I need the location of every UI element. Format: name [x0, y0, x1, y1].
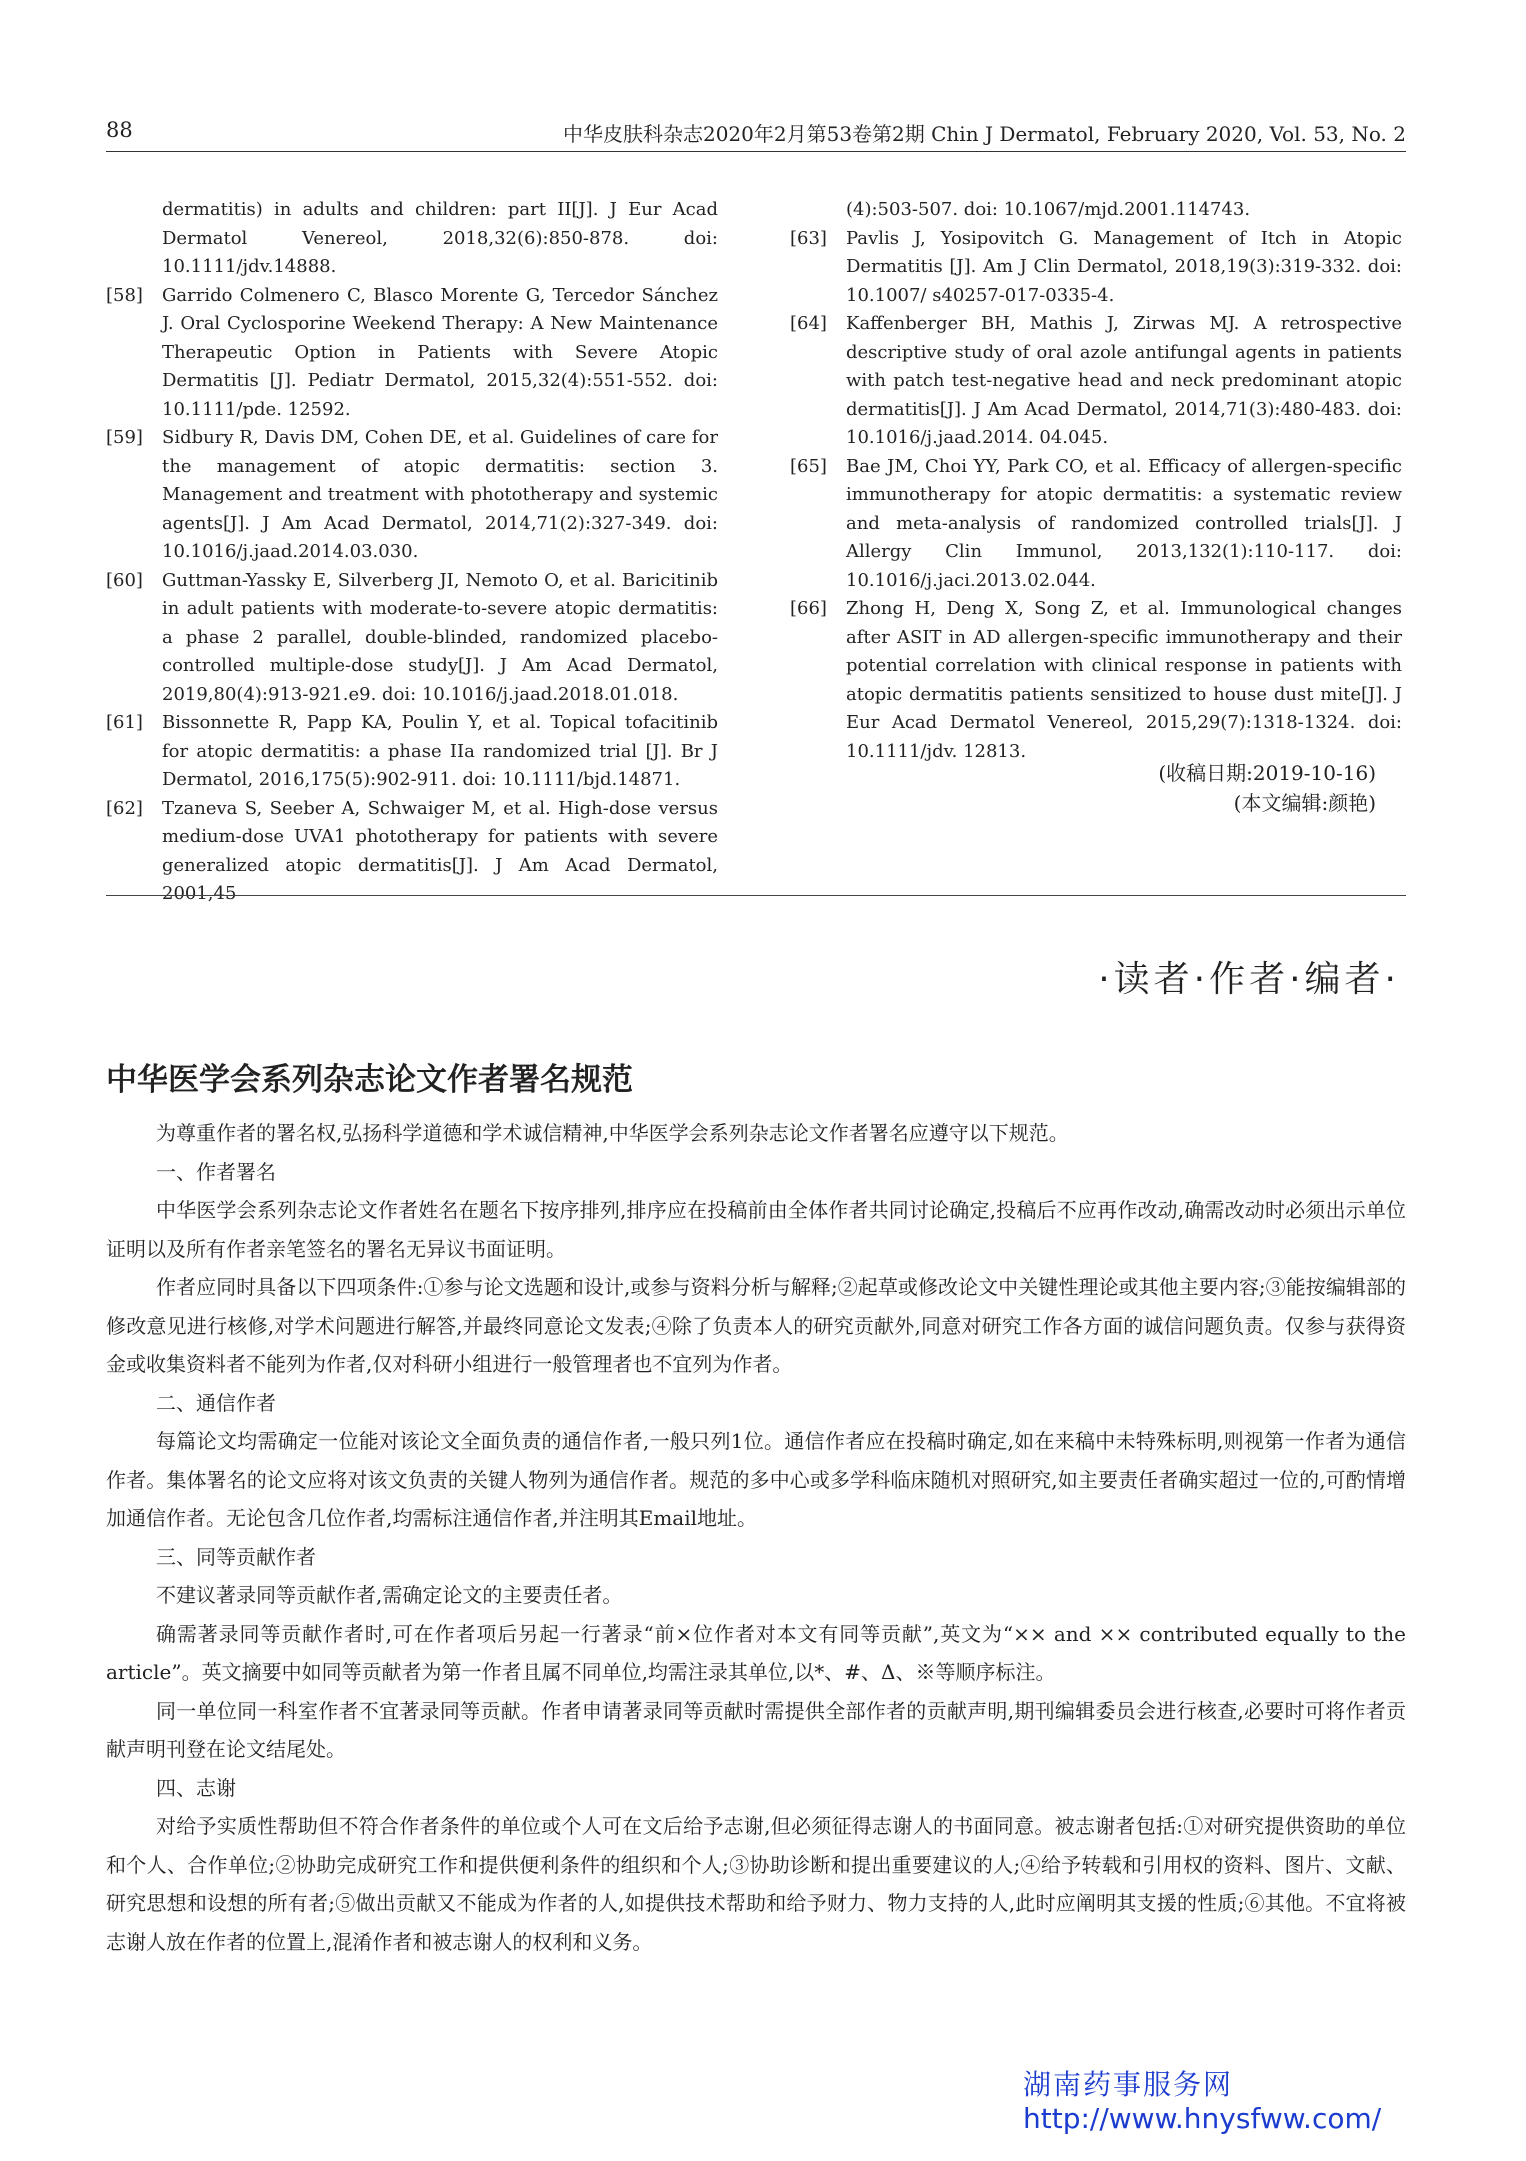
column-tag: ·读者·作者·编者· — [1098, 959, 1400, 1000]
reference-item — [106, 196, 718, 282]
reference-number: [58] — [106, 284, 143, 306]
running-head: 中华皮肤科杂志2020年2月第53卷第2期 Chin J Dermatol, February 2020, Vol. 53, No. 2 — [562, 122, 1406, 146]
reference-item — [106, 424, 718, 567]
reference-number: [64] — [790, 313, 827, 334]
reference-text: Sidbury R, Davis DM, Cohen DE, et al. Guidelines of care for the management of atopic dermatitis: section 3. Management and treatment with phototherapy and systemic agents[J]. J Am Acad Dermatol, 2014,71(2):327-349. doi: 10.1016/j.jaad.2014.03.030. — [162, 427, 718, 562]
reference-text: Zhong H, Deng X, Song Z, et al. Immunological changes after ASIT in AD allergen-specific immunotherapy and their potential correlation with clinical response in patients with atopic dermatitis patients sensitized to house dust mite[J]. J Eur Acad Dermatol Venereol, 2015,29(7):1318-1324. doi: 10.1111/jdv. 12813. — [846, 598, 1402, 762]
editor-credit: (本文编辑:颜艳) — [1233, 791, 1376, 815]
reference-item — [790, 225, 1402, 311]
reference-number: [60] — [106, 569, 143, 591]
reference-number: [62] — [106, 797, 143, 819]
watermark[interactable] — [1023, 2068, 1381, 2136]
body-paragraph: 每篇论文均需确定一位能对该论文全面负责的通信作者,一般只列1位。通信作者应在投稿时确定,如在来稿中未特殊标明,则视第一作者为通信作者。集体署名的论文应将对该文负责的关键人物列为通信作者。规范的多中心或多学科临床随机对照研究,如主要责任者确实超过一位的,可酌情增加通信作者。无论包含几位作者,均需标注通信作者,并注明其Email地址。 — [106, 1429, 1406, 1530]
reference-text: Tzaneva S, Seeber A, Schwaiger M, et al. High-dose versus medium-dose UVA1 phototherapy for patients with severe generalized atopic dermatitis[J]. J Am Acad Dermatol, 2001,45 — [162, 797, 718, 904]
body-paragraph: 不建议著录同等贡献作者,需确定论文的主要责任者。 — [156, 1583, 623, 1607]
reference-number: [61] — [106, 712, 143, 733]
body-paragraph: 确需著录同等贡献作者时,可在作者项后另起一行著录“前×位作者对本文有同等贡献”,英文为“×× and ×× contributed equally to the article”。英文摘要中如同等贡献者为第一作者且属不同单位,均需注录其单位,以*、#、Δ、※等顺序标注。 — [106, 1621, 1406, 1684]
reference-text: Bae JM, Choi YY, Park CO, et al. Efficacy of allergen-specific immunotherapy for atopic dermatitis: a systematic review and meta-analysis of randomized controlled trials[J]. J Allergy Clin Immunol, 2013,132(1):110-117. doi: 10.1016/j.jaci.2013.02.044. — [846, 455, 1402, 591]
reference-number: [59] — [106, 427, 143, 448]
section-heading: 四、志谢 — [156, 1775, 236, 1800]
received-date: (收稿日期:2019-10-16) — [1158, 761, 1376, 785]
reference-text: dermatitis) in adults and children: part II[J]. J Eur Acad Dermatol Venereol, 2018,32(6):850-878. doi: 10.1111/jdv.14888. — [162, 199, 718, 277]
reference-text: (4):503-507. doi: 10.1067/mjd.2001.114743. — [846, 199, 1251, 220]
watermark-site-name: 湖南药事服务网 — [1023, 2068, 1234, 2101]
references-right-column — [790, 196, 1402, 766]
header-rule — [106, 151, 1406, 152]
section-heading: 三、同等贡献作者 — [156, 1544, 316, 1569]
reference-number: [66] — [790, 598, 827, 619]
body-paragraph: 对给予实质性帮助但不符合作者条件的单位或个人可在文后给予志谢,但必须征得志谢人的书面同意。被志谢者包括:①对研究提供资助的单位和个人、合作单位;②协助完成研究工作和提供便利条件的组织和个人;③协助诊断和提出重要建议的人;④给予转载和引用权的资料、图片、文献、研究思想和设想的所有者;⑤做出贡献又不能成为作者的人,如提供技术帮助和给予财力、物力支持的人,此时应阐明其支援的性质;⑥其他。不宜将被志谢人放在作者的位置上,混淆作者和被志谢人的权利和义务。 — [106, 1814, 1406, 1954]
reference-item — [106, 567, 718, 710]
watermark-url[interactable]: http://www.hnysfww.com/ — [1023, 2102, 1382, 2135]
page-number: 88 — [106, 118, 133, 142]
section-heading: 二、通信作者 — [156, 1390, 276, 1415]
body-paragraph: 为尊重作者的署名权,弘扬科学道德和学术诚信精神,中华医学会系列杂志论文作者署名应遵守以下规范。 — [156, 1121, 1069, 1145]
reference-text: Garrido Colmenero C, Blasco Morente G, Tercedor Sánchez J. Oral Cyclosporine Weekend Therapy: A New Maintenance Therapeutic Option in Patients with Severe Atopic Dermatitis [J]. Pediatr Dermatol, 2015,32(4):551-552. doi: 10.1111/pde. 12592. — [162, 284, 718, 420]
reference-item — [106, 709, 718, 795]
reference-item — [106, 795, 718, 909]
reference-number: [63] — [790, 227, 827, 249]
reference-text: Kaffenberger BH, Mathis J, Zirwas MJ. A retrospective descriptive study of oral azole antifungal agents in patients with patch test-negative head and neck predominant atopic dermatitis[J]. J Am Acad Dermatol, 2014,71(3):480-483. doi: 10.1016/j.jaad.2014. 04.045. — [846, 313, 1402, 448]
reference-item — [790, 595, 1402, 766]
reference-number: [65] — [790, 455, 827, 477]
reference-text: Bissonnette R, Papp KA, Poulin Y, et al. Topical tofacitinib for atopic dermatitis: a phase IIa randomized trial [J]. Br J Dermatol, 2016,175(5):902-911. doi: 10.1111/bjd.14871. — [162, 712, 718, 790]
article-title: 中华医学会系列杂志论文作者署名规范 — [106, 1062, 633, 1098]
body-paragraph: 中华医学会系列杂志论文作者姓名在题名下按序排列,排序应在投稿前由全体作者共同讨论确定,投稿后不应再作改动,确需改动时必须出示单位证明以及所有作者亲笔签名的署名无异议书面证明。 — [106, 1198, 1406, 1261]
reference-item — [790, 453, 1402, 596]
body-paragraph: 作者应同时具备以下四项条件:①参与论文选题和设计,或参与资料分析与解释;②起草或修改论文中关键性理论或其他主要内容;③能按编辑部的修改意见进行核修,对学术问题进行解答,并最终同意论文发表;④除了负责本人的研究贡献外,同意对研究工作各方面的诚信问题负责。仅参与获得资金或收集资料者不能列为作者,仅对科研小组进行一般管理者也不宜列为作者。 — [106, 1275, 1406, 1376]
reference-item — [790, 310, 1402, 453]
section-heading: 一、作者署名 — [156, 1159, 276, 1184]
reference-text: Guttman-Yassky E, Silverberg JI, Nemoto O, et al. Baricitinib in adult patients with moderate-to-severe atopic dermatitis: a phase 2 parallel, double-blinded, randomized placebo-controlled multiple-dose study[J]. J Am Acad Dermatol, 2019,80(4):913-921.e9. doi: 10.1016/j.jaad.2018.01.018. — [162, 569, 718, 705]
reference-item — [106, 282, 718, 425]
references-left-column — [106, 196, 718, 909]
section-divider — [106, 895, 1406, 896]
received-block — [1076, 758, 1376, 818]
article-body — [106, 1114, 1406, 1961]
reference-item — [790, 196, 1402, 225]
body-paragraph: 同一单位同一科室作者不宜著录同等贡献。作者申请著录同等贡献时需提供全部作者的贡献声明,期刊编辑委员会进行核查,必要时可将作者贡献声明刊登在论文结尾处。 — [106, 1698, 1406, 1761]
reference-text: Pavlis J, Yosipovitch G. Management of Itch in Atopic Dermatitis [J]. Am J Clin Dermatol, 2018,19(3):319-332. doi: 10.1007/ s40257-017-0335-4. — [846, 227, 1402, 306]
